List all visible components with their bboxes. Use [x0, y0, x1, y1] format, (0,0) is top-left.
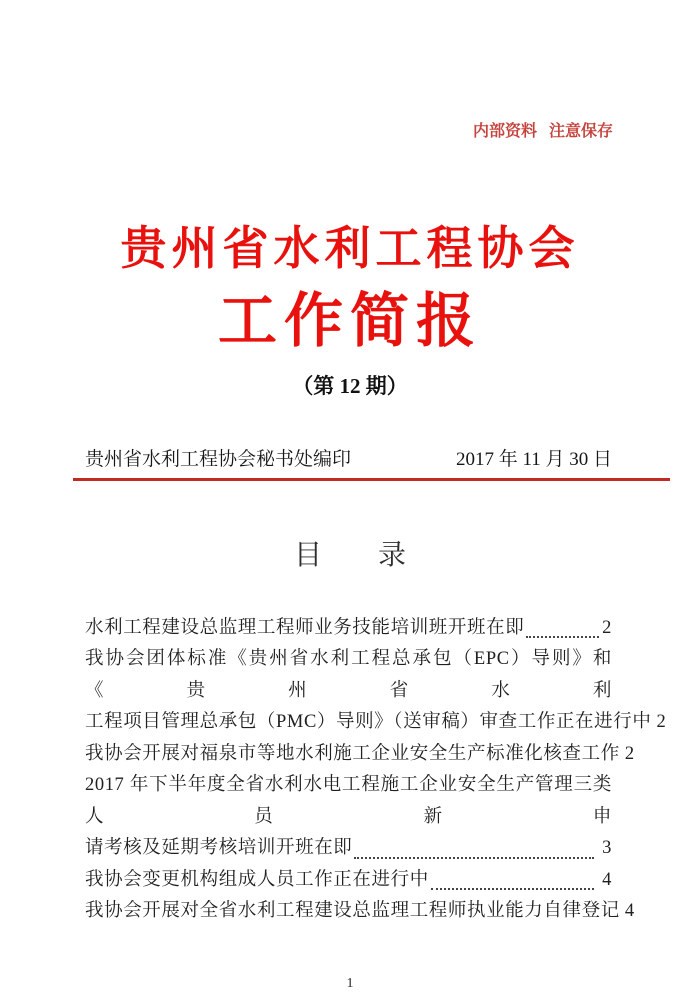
toc-page-number: 4 [596, 869, 612, 890]
table-of-contents [85, 613, 667, 928]
toc-entry-line [85, 833, 612, 865]
toc-entry-line [85, 896, 635, 928]
publication-date: 2017 年 11 月 30 日 [455, 448, 612, 470]
toc-entry-text: 2017 年下半年度全省水利水电工程施工企业安全生产管理三类人员新申 [85, 775, 612, 827]
internal-notice: 内部资料 注意保存 [472, 123, 613, 140]
toc-entry-line [85, 613, 612, 645]
publisher-name: 贵州省水利工程协会秘书处编印 [85, 448, 352, 470]
toc-entry-line [85, 739, 635, 771]
footer-page-number: 1 [346, 975, 354, 991]
toc-entry-text: 我协会团体标准《贵州省水利工程总承包（EPC）导则》和《贵州省水利 [85, 649, 612, 701]
toc-entry-line [85, 707, 667, 739]
bulletin-title: 工作简报 [217, 287, 482, 354]
toc-entry-text: 我协会开展对全省水利工程建设总监理工程师执业能力自律登记 [85, 901, 620, 922]
publication-info-row [85, 444, 612, 471]
toc-dot-leader [354, 857, 594, 859]
toc-page-number: 2 [656, 712, 667, 733]
toc-page-number: 4 [624, 901, 635, 922]
toc-entry-text: 水利工程建设总监理工程师业务技能培训班开班在即 [85, 617, 525, 638]
toc-dot-leader [526, 636, 599, 638]
issue-number: （第 12 期） [292, 373, 408, 398]
toc-entry-text: 工程项目管理总承包（PMC）导则》（送审稿）审查工作正在进行中 [85, 712, 652, 733]
toc-entry-text: 请考核及延期考核培训开班在即 [85, 838, 353, 859]
toc-page-number: 2 [624, 743, 635, 764]
toc-entry-line [85, 770, 612, 833]
toc-entry-text: 我协会变更机构组成人员工作正在进行中 [85, 869, 429, 890]
toc-heading: 目 录 [293, 539, 406, 571]
toc-entry-line [85, 644, 612, 707]
toc-page-number: 2 [602, 617, 612, 638]
toc-entry-line [85, 865, 612, 897]
toc-entry-text: 我协会开展对福泉市等地水利施工企业安全生产标准化核查工作 [85, 743, 620, 764]
toc-dot-leader [431, 888, 594, 890]
red-divider-rule [73, 478, 670, 481]
organization-title: 贵州省水利工程协会 [120, 223, 580, 274]
toc-page-number: 3 [596, 838, 612, 859]
